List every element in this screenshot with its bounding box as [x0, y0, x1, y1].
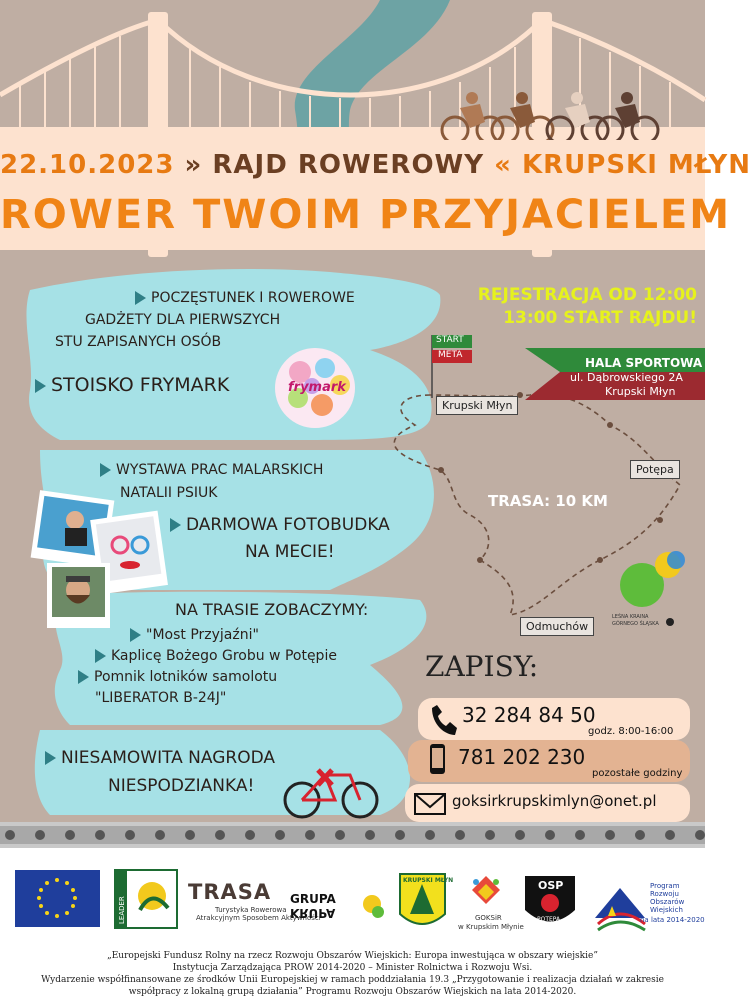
prow-text3: Obszarów	[650, 898, 685, 906]
email-address[interactable]: goksirkrupskimlyn@onet.pl	[452, 792, 657, 810]
event-name: RAJD ROWEROWY	[212, 150, 485, 180]
disclaimer-line3: Wydarzenie współfinansowane ze środków Unii Europejskiej w ramach poddziałania 19.3 „Przygotowanie i realizacja działań w zakresie	[41, 975, 664, 985]
trasa-subtitle1: Turystyka Rowerowa	[215, 906, 287, 914]
venue-street: ul. Dąbrowskiego 2A	[570, 371, 683, 384]
disclaimer-line4: współpracy z lokalną grupą działania” Programu Rozwoju Obszarów Wiejskich na lata 2014-2020.	[128, 987, 577, 997]
venue-name: HALA SPORTOWA	[585, 356, 703, 370]
map-label-potepa: Potępa	[630, 460, 680, 479]
exhibition-line1: WYSTAWA PRAC MALARSKICH	[100, 462, 323, 478]
goksir-text1: GOKSiR	[475, 914, 502, 922]
prow-text2: Rozwoju	[650, 890, 679, 898]
phone2-hours: pozostałe godziny	[592, 768, 683, 779]
disclaimer-line1: „Europejski Fundusz Rolny na rzecz Rozwoju Obszarów Wiejskich: Europa inwestująca w obszary wiejskie”	[107, 951, 598, 961]
event-slogan: ROWER TWOIM PRZYJACIELEM	[0, 192, 732, 238]
stand-label: STOISKO FRYMARK	[35, 374, 229, 396]
signup-heading: ZAPISY:	[425, 650, 539, 683]
route-heading: NA TRASIE ZOBACZYMY:	[175, 600, 369, 619]
trasa-logo: TRASA	[188, 880, 272, 904]
phone2-number[interactable]: 781 202 230	[458, 745, 586, 769]
venue-town: Krupski Młyn	[605, 385, 676, 398]
photobooth-line1: DARMOWA FOTOBUDKA	[170, 515, 390, 535]
leader-text: LEADER	[118, 896, 126, 924]
prow-text5: na lata 2014-2020	[640, 916, 705, 924]
grupa-krupa-logo	[363, 895, 384, 918]
phone1-number[interactable]: 32 284 84 50	[462, 703, 596, 727]
exhibition-line2: NATALII PSIUK	[120, 485, 218, 501]
start-flag-label: START	[436, 335, 464, 345]
footer	[0, 848, 705, 1000]
disclaimer-line2: Instytucja Zarządzająca PROW 2014-2020 – Minister Rolnictwa i Rozwoju Wsi.	[172, 963, 533, 973]
eu-flag-logo	[15, 870, 100, 927]
goksir-logo	[472, 876, 500, 904]
separator-left: »	[184, 150, 203, 180]
refreshments-line1: POCZĘSTUNEK I ROWEROWE	[135, 290, 355, 306]
trasa-subtitle2: Atrakcyjnym Sposobem Aktywności	[196, 914, 321, 922]
start-time: 13:00 START RAJDU!	[503, 308, 697, 328]
prize-line2: NIESPODZIANKA!	[108, 776, 255, 796]
route-item-bridge: "Most Przyjaźni"	[130, 627, 259, 643]
osp-text: OSP	[538, 879, 564, 892]
map-label-krupski-mlyn: Krupski Młyn	[436, 396, 518, 415]
goksir-text2: w Krupskim Młynie	[458, 923, 524, 931]
refreshments-line2: GADŻETY DLA PIERWSZYCH	[85, 312, 281, 328]
krupski-mlyn-crest-text: KRUPSKI MŁYN	[403, 877, 454, 884]
grupa-krupa-text1: GRUPA	[290, 892, 336, 906]
route-item-monument-line2: "LIBERATOR B-24J"	[95, 690, 227, 706]
event-date: 22.10.2023	[0, 150, 175, 180]
event-place: KRUPSKI MŁYN	[521, 150, 751, 180]
prow-logo	[595, 888, 645, 930]
separator-right: «	[494, 150, 512, 180]
map-label-odmuchow: Odmuchów	[520, 617, 594, 636]
route-length: TRASA: 10 KM	[488, 492, 608, 510]
sponsor-logos	[0, 848, 705, 943]
prow-text4: Wiejskich	[650, 906, 683, 914]
phone-icon-overlay	[432, 705, 457, 735]
phone1-hours: godz. 8:00-16:00	[588, 726, 674, 737]
prow-text1: Program	[650, 882, 680, 890]
refreshments-line3: STU ZAPISANYCH OSÓB	[55, 334, 222, 350]
lgd-logo-text2: GÓRNEGO ŚLĄSKA	[612, 621, 659, 627]
osp-place: POTĘPA	[537, 916, 561, 923]
registration-time: REJESTRACJA OD 12:00	[477, 285, 697, 305]
lgd-logo-text1: LEŚNA KRAINA	[612, 614, 649, 620]
prize-line1: NIESAMOWITA NAGRODA	[45, 748, 275, 768]
route-item-chapel: Kaplicę Bożego Grobu w Potępie	[95, 648, 337, 664]
finish-flag-label: META	[438, 350, 463, 360]
route-item-monument: Pomnik lotników samolotu	[78, 669, 277, 685]
grupa-krupa-text2: KRUPA	[290, 906, 336, 920]
frymark-logo-text: frymark	[288, 380, 346, 395]
photobooth-line2: NA MECIE!	[245, 542, 335, 562]
